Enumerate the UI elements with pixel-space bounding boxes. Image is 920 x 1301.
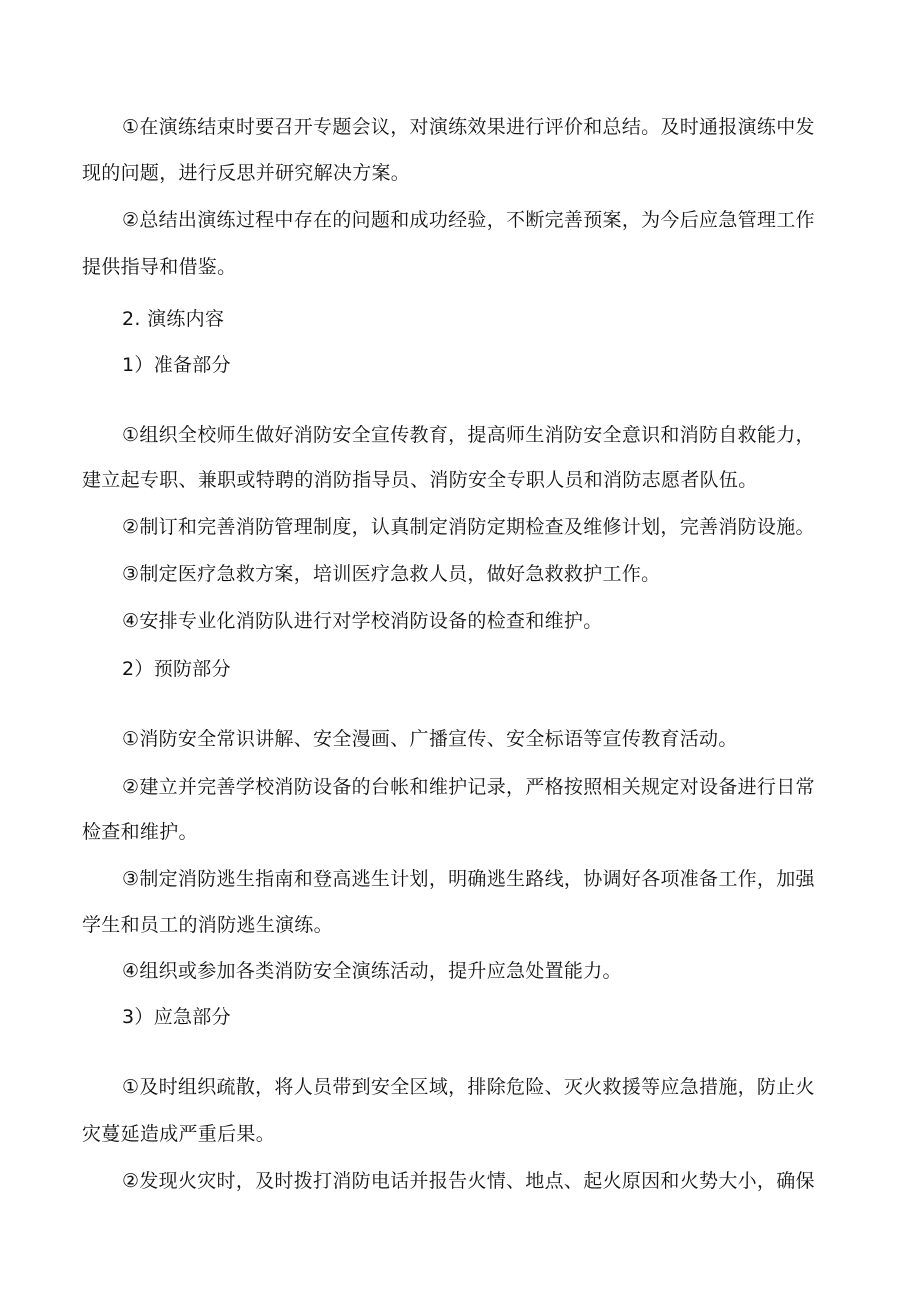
subsection-heading: 3）应急部分: [122, 1006, 231, 1028]
paragraph-line: 现的问题，进行反思并研究解决方案。: [82, 162, 411, 184]
paragraph-line: 建立起专职、兼职或特聘的消防指导员、消防安全专职人员和消防志愿者队伍。: [82, 469, 758, 491]
paragraph-line: ②总结出演练过程中存在的问题和成功经验，不断完善预案，为今后应急管理工作: [122, 209, 815, 231]
paragraph-line: 检查和维护。: [82, 821, 198, 843]
paragraph-line: ①组织全校师生做好消防安全宣传教育，提高师生消防安全意识和消防自救能力，: [122, 424, 815, 446]
paragraph-line: 灾蔓延造成严重后果。: [82, 1123, 276, 1145]
paragraph-line: ③制定医疗急救方案，培训医疗急救人员，做好急救救护工作。: [122, 563, 661, 585]
paragraph-line: ①在演练结束时要召开专题会议，对演练效果进行评价和总结。及时通报演练中发: [122, 116, 815, 138]
paragraph-line: ②发现火灾时，及时拨打消防电话并报告火情、地点、起火原因和火势大小，确保: [122, 1170, 815, 1192]
paragraph-line: ④安排专业化消防队进行对学校消防设备的检查和维护。: [122, 610, 603, 632]
paragraph-line: ②建立并完善学校消防设备的台帐和维护记录，严格按照相关规定对设备进行日常: [122, 776, 815, 798]
paragraph-line: ①消防安全常识讲解、安全漫画、广播宣传、安全标语等宣传教育活动。: [122, 728, 738, 750]
paragraph-line: ③制定消防逃生指南和登高逃生计划，明确逃生路线，协调好各项准备工作，加强: [122, 868, 815, 890]
subsection-heading: 2）预防部分: [122, 658, 231, 680]
paragraph-line: 提供指导和借鉴。: [82, 256, 237, 278]
paragraph-line: ②制订和完善消防管理制度，认真制定消防定期检查及维修计划，完善消防设施。: [122, 516, 815, 538]
paragraph-line: 学生和员工的消防逃生演练。: [82, 914, 333, 936]
section-heading: 2. 演练内容: [122, 308, 225, 330]
paragraph-line: ④组织或参加各类消防安全演练活动，提升应急处置能力。: [122, 960, 622, 982]
paragraph-line: ①及时组织疏散，将人员带到安全区域，排除危险、灭火救援等应急措施，防止火: [122, 1076, 815, 1098]
subsection-heading: 1）准备部分: [122, 354, 231, 376]
